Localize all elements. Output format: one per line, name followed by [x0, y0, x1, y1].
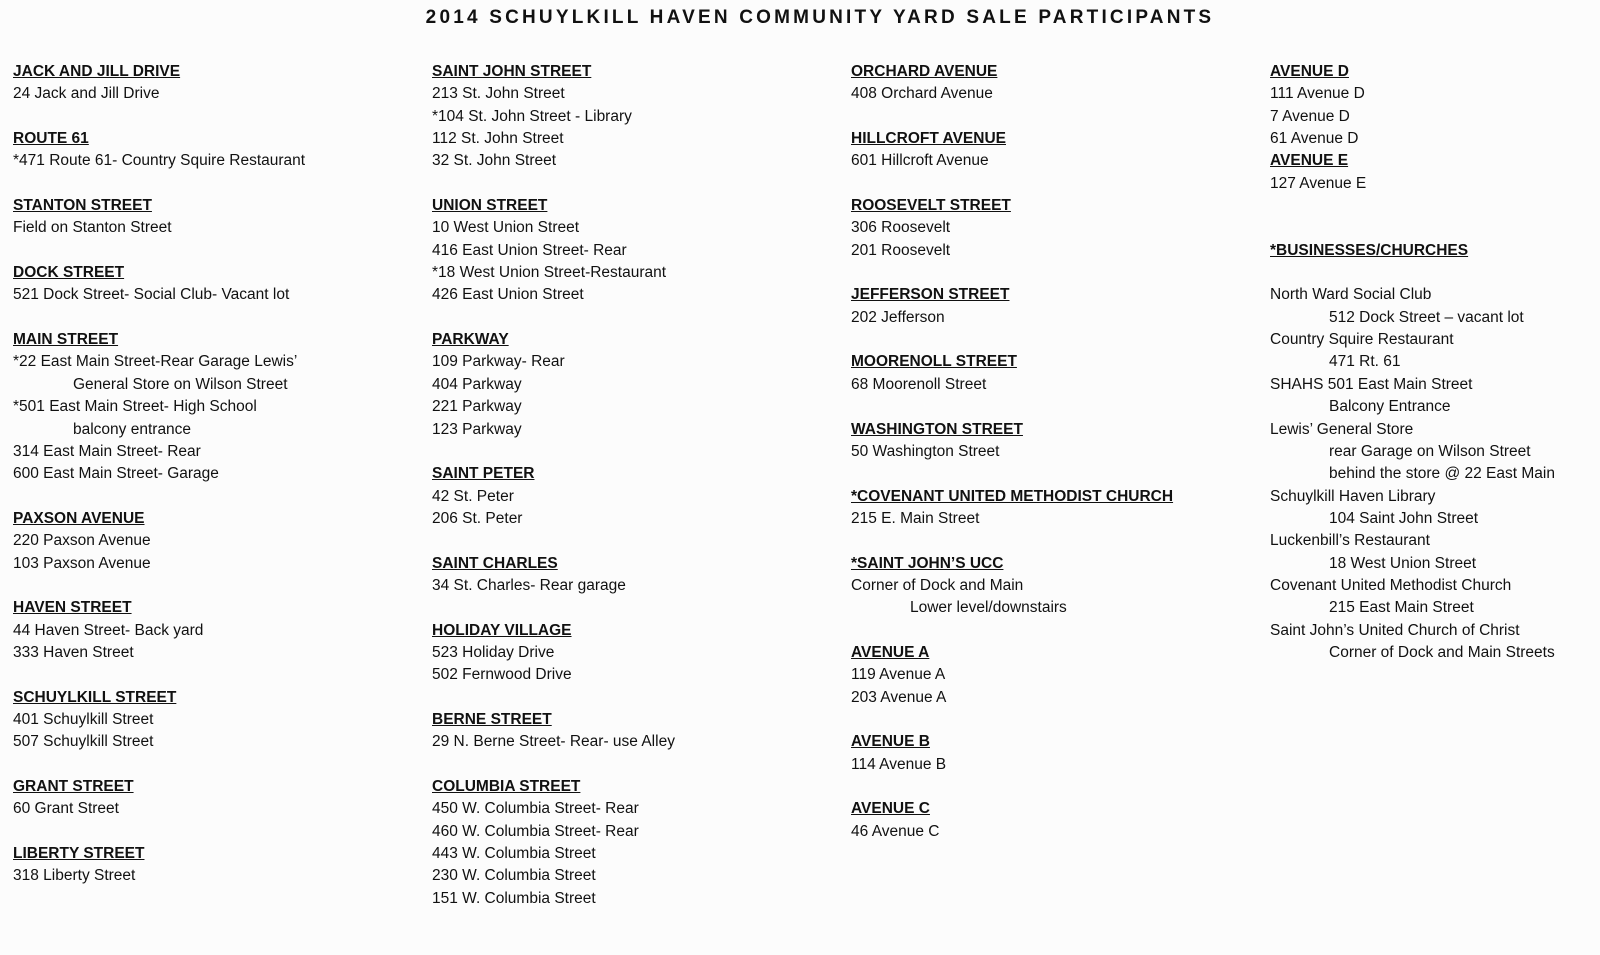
- section-heading: AVENUE D: [1270, 63, 1349, 80]
- address-line: 151 W. Columbia Street: [432, 889, 596, 907]
- column-1: [13, 61, 305, 888]
- address-line: 206 St. Peter: [432, 509, 523, 527]
- section-heading: MAIN STREET: [13, 331, 119, 349]
- section-heading: *SAINT JOHN’S UCC: [851, 554, 1004, 572]
- address-line: 471 Rt. 61: [1329, 353, 1401, 371]
- section-heading: MOORENOLL STREET: [851, 353, 1017, 371]
- address-line: rear Garage on Wilson Street: [1329, 442, 1531, 460]
- blank-line: [13, 575, 305, 597]
- section-heading: AVENUE A: [851, 643, 930, 661]
- section-heading: AVENUE C: [851, 800, 930, 818]
- blank-line: [432, 530, 675, 552]
- address-line: Corner of Dock and Main Streets: [1329, 643, 1555, 661]
- section-heading: GRANT STREET: [13, 778, 134, 795]
- address-line: 123 Parkway: [432, 420, 522, 438]
- address-line: 127 Avenue E: [1270, 174, 1367, 192]
- address-line: 202 Jefferson: [851, 308, 945, 326]
- blank-line: [432, 754, 675, 776]
- address-line: 10 West Union Street: [432, 219, 580, 237]
- address-line: 213 St. John Street: [432, 85, 565, 103]
- blank-line: [432, 597, 675, 619]
- section-heading: LIBERTY STREET: [13, 845, 145, 863]
- address-line: 104 Saint John Street: [1329, 509, 1479, 527]
- section-heading: HOLIDAY VILLAGE: [432, 621, 572, 639]
- address-line: Field on Stanton Street: [13, 219, 172, 237]
- address-line: 44 Haven Street- Back yard: [13, 621, 204, 639]
- section-heading: *COVENANT UNITED METHODIST CHURCH: [851, 487, 1174, 505]
- address-line: 450 W. Columbia Street- Rear: [432, 800, 639, 818]
- section-heading: HAVEN STREET: [13, 599, 132, 617]
- section-heading: ROOSEVELT STREET: [851, 197, 1011, 215]
- section-heading: AVENUE E: [1270, 152, 1349, 170]
- blank-line: [432, 307, 675, 329]
- address-line: North Ward Social Club: [1270, 286, 1432, 304]
- address-line: Lower level/downstairs: [910, 599, 1067, 617]
- address-line: 221 Parkway: [432, 398, 522, 416]
- blank-line: [13, 106, 305, 128]
- address-line: 523 Holiday Drive: [432, 643, 555, 661]
- blank-line: [851, 776, 1173, 798]
- blank-line: [432, 173, 675, 195]
- section-heading: HILLCROFT AVENUE: [851, 130, 1006, 148]
- address-line: behind the store @ 22 East Main: [1329, 465, 1555, 483]
- section-heading: JACK AND JILL DRIVE: [13, 63, 181, 80]
- address-line: *104 St. John Street - Library: [432, 107, 632, 125]
- blank-line: [13, 173, 305, 195]
- address-line: 24 Jack and Jill Drive: [13, 85, 160, 103]
- section-heading: BERNE STREET: [432, 710, 552, 728]
- address-line: 203 Avenue A: [851, 688, 947, 706]
- address-line: *18 West Union Street-Restaurant: [432, 264, 667, 282]
- blank-line: [851, 329, 1173, 351]
- address-line: 112 St. John Street: [432, 130, 564, 148]
- address-line: 318 Liberty Street: [13, 867, 136, 885]
- address-line: 34 St. Charles- Rear garage: [432, 576, 626, 594]
- address-line: 215 East Main Street: [1329, 599, 1474, 617]
- blank-line: [1270, 195, 1555, 217]
- address-line: 109 Parkway- Rear: [432, 353, 565, 371]
- address-line: 443 W. Columbia Street: [432, 845, 596, 863]
- blank-line: [851, 262, 1173, 284]
- blank-line: [851, 463, 1173, 485]
- section-heading: JEFFERSON STREET: [851, 286, 1010, 304]
- section-heading: PARKWAY: [432, 331, 509, 349]
- address-line: 215 E. Main Street: [851, 509, 980, 527]
- address-line: 7 Avenue D: [1270, 107, 1350, 125]
- blank-line: [851, 709, 1173, 731]
- address-line: *501 East Main Street- High School: [13, 398, 257, 416]
- address-line: 306 Roosevelt: [851, 219, 951, 237]
- address-line: 60 Grant Street: [13, 800, 119, 818]
- blank-line: [1270, 217, 1555, 239]
- address-line: 68 Moorenoll Street: [851, 375, 987, 393]
- address-line: 600 East Main Street- Garage: [13, 465, 219, 483]
- section-heading: COLUMBIA STREET: [432, 778, 581, 795]
- blank-line: [13, 486, 305, 508]
- section-heading: STANTON STREET: [13, 197, 152, 215]
- address-line: *471 Route 61- Country Squire Restaurant: [13, 152, 306, 170]
- address-line: 29 N. Berne Street- Rear- use Alley: [432, 733, 675, 751]
- address-line: 512 Dock Street – vacant lot: [1329, 308, 1524, 326]
- address-line: Covenant United Methodist Church: [1270, 576, 1512, 594]
- address-line: 404 Parkway: [432, 375, 522, 393]
- address-line: Lewis’ General Store: [1270, 420, 1414, 438]
- address-line: 502 Fernwood Drive: [432, 666, 572, 684]
- address-line: 401 Schuylkill Street: [13, 710, 154, 728]
- address-line: balcony entrance: [73, 420, 192, 438]
- address-line: Balcony Entrance: [1329, 398, 1451, 416]
- blank-line: [13, 821, 305, 843]
- address-line: General Store on Wilson Street: [73, 375, 288, 393]
- address-line: 601 Hillcroft Avenue: [851, 152, 989, 170]
- address-line: 521 Dock Street- Social Club- Vacant lot: [13, 286, 290, 304]
- address-line: 220 Paxson Avenue: [13, 532, 151, 550]
- section-heading: ORCHARD AVENUE: [851, 63, 998, 80]
- address-line: 119 Avenue A: [851, 666, 946, 684]
- address-line: 46 Avenue C: [851, 822, 940, 840]
- address-line: 230 W. Columbia Street: [432, 867, 596, 885]
- address-line: Country Squire Restaurant: [1270, 331, 1454, 349]
- blank-line: [851, 173, 1173, 195]
- address-line: 32 St. John Street: [432, 152, 557, 170]
- address-line: Saint John’s United Church of Christ: [1270, 621, 1520, 639]
- blank-line: [13, 240, 305, 262]
- address-line: 114 Avenue B: [851, 755, 947, 773]
- address-line: 18 West Union Street: [1329, 554, 1477, 572]
- blank-line: [1270, 262, 1555, 284]
- section-heading: ROUTE 61: [13, 130, 89, 148]
- address-line: Luckenbill’s Restaurant: [1270, 532, 1430, 550]
- address-line: 50 Washington Street: [851, 442, 1000, 460]
- address-line: SHAHS 501 East Main Street: [1270, 375, 1473, 393]
- section-heading: WASHINGTON STREET: [851, 420, 1023, 438]
- address-line: Schuylkill Haven Library: [1270, 487, 1436, 505]
- section-heading: SAINT CHARLES: [432, 554, 558, 572]
- address-line: 111 Avenue D: [1270, 85, 1365, 103]
- page-title: 2014 SCHUYLKILL HAVEN COMMUNITY YARD SALE PARTICIPANTS: [425, 7, 1215, 28]
- column-3: [851, 61, 1173, 843]
- address-line: 460 W. Columbia Street- Rear: [432, 822, 639, 840]
- section-heading: PAXSON AVENUE: [13, 509, 145, 527]
- address-line: 408 Orchard Avenue: [851, 85, 993, 103]
- blank-line: [432, 441, 675, 463]
- address-line: 416 East Union Street- Rear: [432, 241, 627, 259]
- section-heading: SCHUYLKILL STREET: [13, 688, 177, 706]
- section-heading: *BUSINESSES/CHURCHES: [1270, 241, 1469, 259]
- address-line: 426 East Union Street: [432, 286, 584, 304]
- column-4: [1270, 61, 1555, 664]
- blank-line: [13, 307, 305, 329]
- address-line: *22 East Main Street-Rear Garage Lewis’: [13, 353, 298, 371]
- blank-line: [851, 620, 1173, 642]
- section-heading: SAINT PETER: [432, 465, 535, 483]
- address-line: 61 Avenue D: [1270, 130, 1359, 148]
- address-line: 333 Haven Street: [13, 643, 134, 661]
- section-heading: AVENUE B: [851, 733, 930, 751]
- section-heading: SAINT JOHN STREET: [432, 63, 592, 80]
- address-line: 42 St. Peter: [432, 487, 514, 505]
- address-line: Corner of Dock and Main: [851, 576, 1024, 594]
- address-line: 201 Roosevelt: [851, 241, 951, 259]
- section-heading: DOCK STREET: [13, 264, 125, 282]
- blank-line: [432, 687, 675, 709]
- address-line: 314 East Main Street- Rear: [13, 442, 201, 460]
- address-line: 507 Schuylkill Street: [13, 733, 154, 751]
- column-2: [432, 61, 675, 910]
- blank-line: [851, 530, 1173, 552]
- blank-line: [13, 664, 305, 686]
- blank-line: [851, 396, 1173, 418]
- address-line: 103 Paxson Avenue: [13, 554, 151, 572]
- section-heading: UNION STREET: [432, 197, 548, 215]
- blank-line: [851, 106, 1173, 128]
- blank-line: [13, 754, 305, 776]
